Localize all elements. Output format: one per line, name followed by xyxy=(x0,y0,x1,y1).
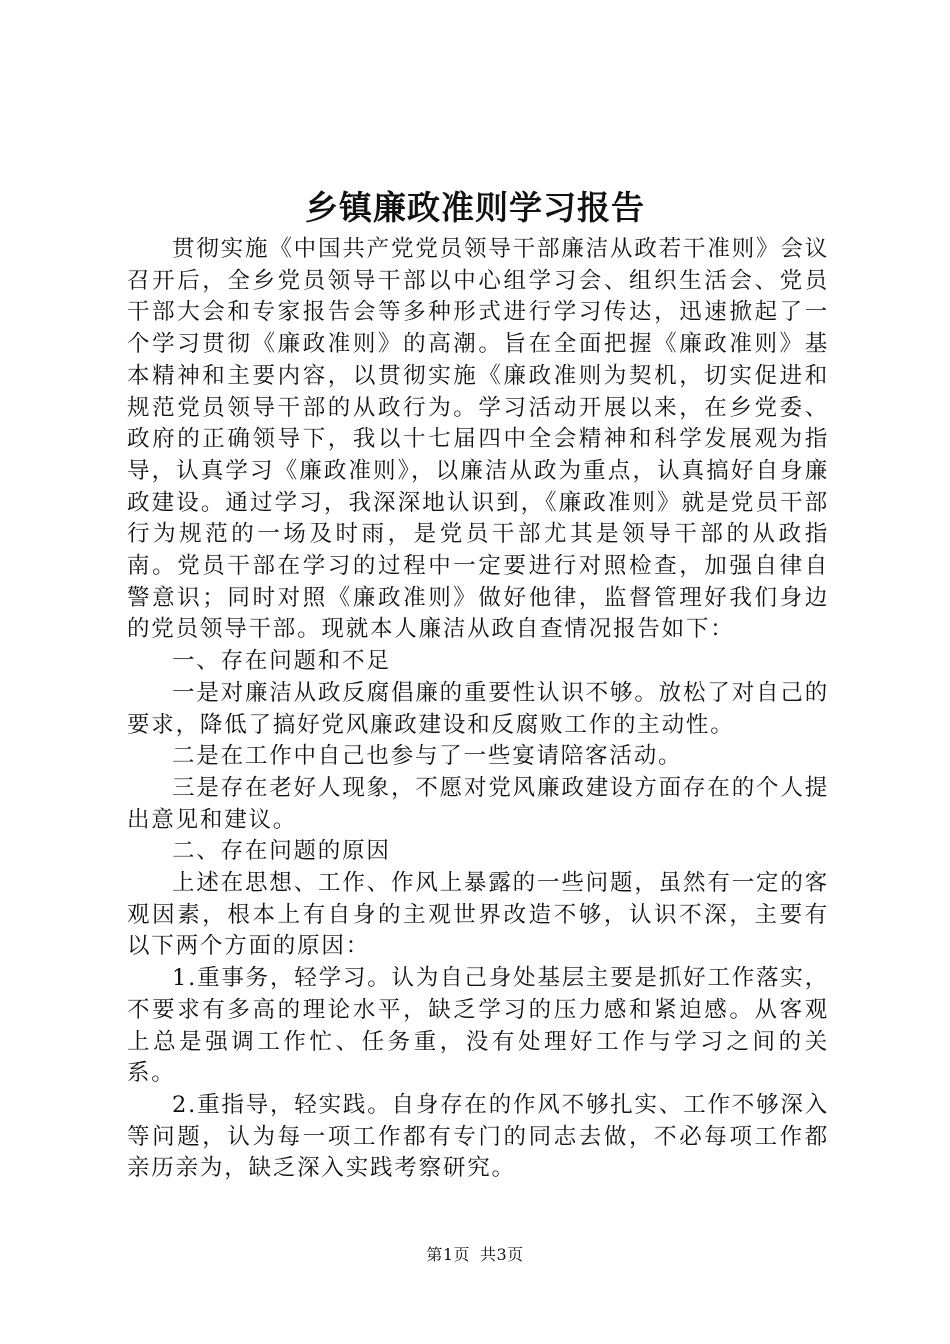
section-heading-problems: 一、存在问题和不足 xyxy=(172,648,391,675)
section-heading-causes: 二、存在问题的原因 xyxy=(172,838,391,865)
problem-item-2: 二是在工作中自己也参与了一些宴请陪客活动。 xyxy=(172,743,683,770)
page-footer xyxy=(0,1244,950,1266)
causes-intro-paragraph: 上述在思想、工作、作风上暴露的一些问题，虽然有一定的客观因素，根本上有自身的主观世界改造不够，认识不深，主要有以下两个方面的原因： xyxy=(127,870,829,960)
page-number: 第1页 xyxy=(426,1245,470,1264)
document-title: 乡镇廉政准则学习报告 xyxy=(305,188,645,227)
intro-paragraph: 贯彻实施《中国共产党党员领导干部廉洁从政若干准则》会议召开后，全乡党员领导干部以中心组学习会、组织生活会、党员干部大会和专家报告会等多种形式进行学习传达，迅速掀起了一个学习贯彻《廉政准则》的高潮。旨在全面把握《廉政准则》基本精神和主要内容，以贯彻实施《廉政准则为契机，切实促进和规范党员领导干部的从政行为。学习活动开展以来，在乡党委、政府的正确领导下，我以十七届四中全会精神和科学发展观为指导，认真学习《廉政准则》，以廉洁从政为重点，认真搞好自身廉政建设。通过学习，我深深地认识到，《廉政准则》就是党员干部行为规范的一场及时雨，是党员干部尤其是领导干部的从政指南。党员干部在学习的过程中一定要进行对照检查，加强自律自警意识；同时对照《廉政准则》做好他律，监督管理好我们身边的党员领导干部。现就本人廉洁从政自查情况报告如下： xyxy=(127,236,829,643)
cause-item-2: 2.重指导，轻实践。自身存在的作风不够扎实、工作不够深入等问题，认为每一项工作都有专门的同志去做，不必每项工作都亲历亲为，缺乏深入实践考察研究。 xyxy=(127,1091,829,1182)
page-total: 共3页 xyxy=(480,1245,524,1264)
problem-item-1: 一是对廉洁从政反腐倡廉的重要性认识不够。放松了对自己的要求，降低了搞好党风廉政建设和反腐败工作的主动性。 xyxy=(127,679,829,738)
problem-item-3: 三是存在老好人现象，不愿对党风廉政建设方面存在的个人提出意见和建议。 xyxy=(127,774,829,833)
cause-item-1: 1.重事务，轻学习。认为自己身处基层主要是抓好工作落实，不要求有多高的理论水平，缺乏学习的压力感和紧迫感。从客观上总是强调工作忙、任务重，没有处理好工作与学习之间的关系。 xyxy=(127,965,829,1087)
document-body xyxy=(127,234,829,1185)
